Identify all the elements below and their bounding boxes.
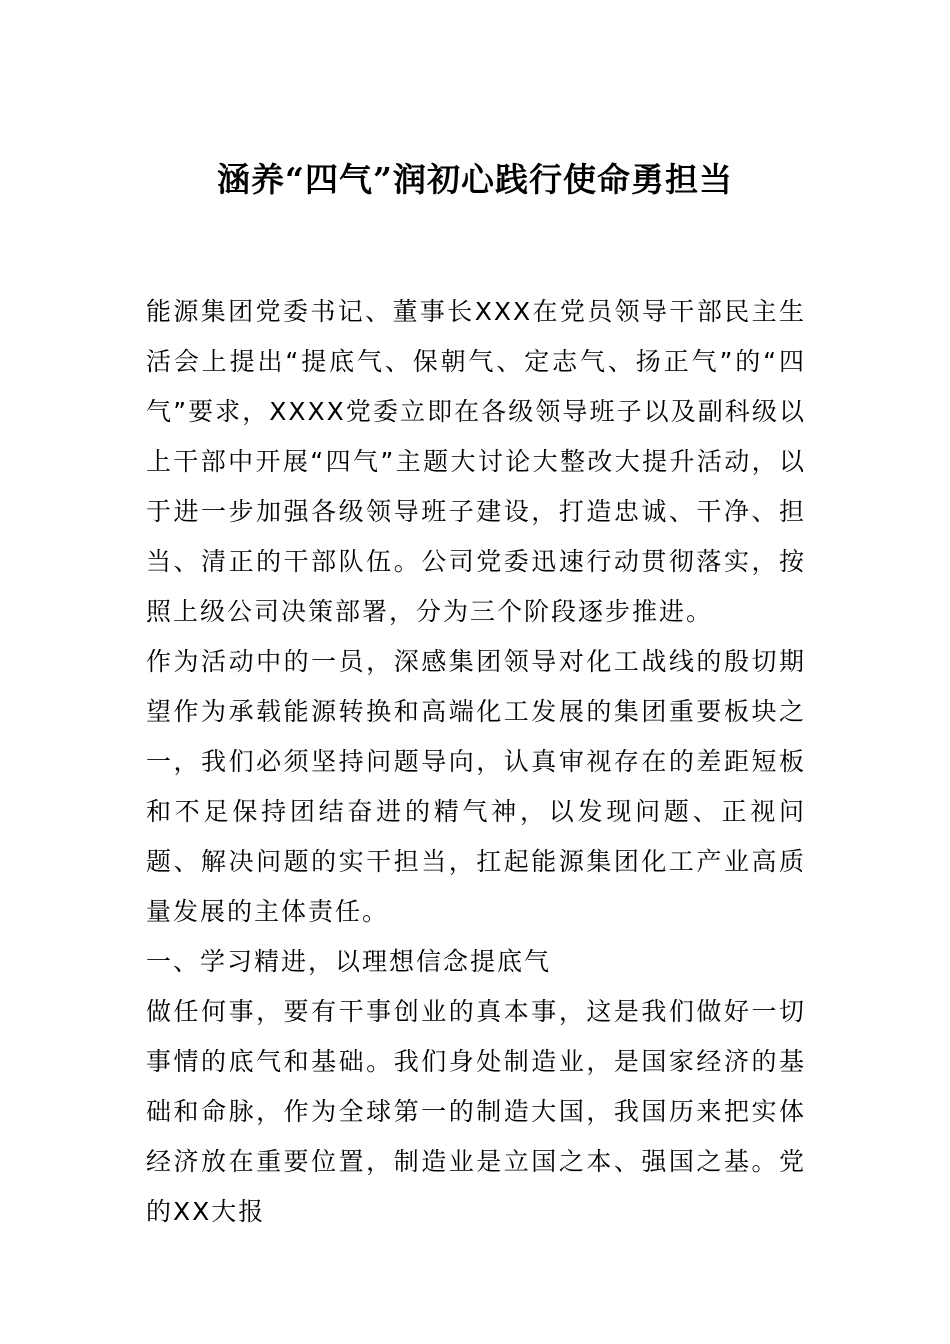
document-title: 涵养“四气”润初心践行使命勇担当 xyxy=(217,160,733,199)
paragraph-intro: 能源集团党委书记、董事长XXX在党员领导干部民主生活会上提出“提底气、保朝气、定志气、扬正气”的“四气”要求，XXXX党委立即在各级领导班子以及副科级以上干部中开展“四气”主题大讨论大整改大提升活动，以于进一步加强各级领导班子建设，打造忠诚、干净、担当、清正的干部队伍。公司党委迅速行动贯彻落实，按照上级公司决策部署，分为三个阶段逐步推进。 xyxy=(146,297,806,626)
paragraph-responsibility: 作为活动中的一员，深感集团领导对化工战线的殷切期望作为承载能源转换和高端化工发展的集团重要板块之一，我们必须坚持问题导向，认真审视存在的差距短板和不足保持团结奋进的精气神，以发现问题、正视问题、解决问题的实干担当，扛起能源集团化工产业高质量发展的主体责任。 xyxy=(146,647,806,926)
paragraph-section-1: 做任何事，要有干事创业的真本事，这是我们做好一切事情的底气和基础。我们身处制造业，是国家经济的基础和命脉，作为全球第一的制造大国，我国历来把实体经济放在重要位置，制造业是立国之本、强国之基。党的XX大报 xyxy=(146,997,806,1226)
section-heading-1: 一、学习精进，以理想信念提底气 xyxy=(146,947,552,976)
document-body xyxy=(146,287,806,1237)
